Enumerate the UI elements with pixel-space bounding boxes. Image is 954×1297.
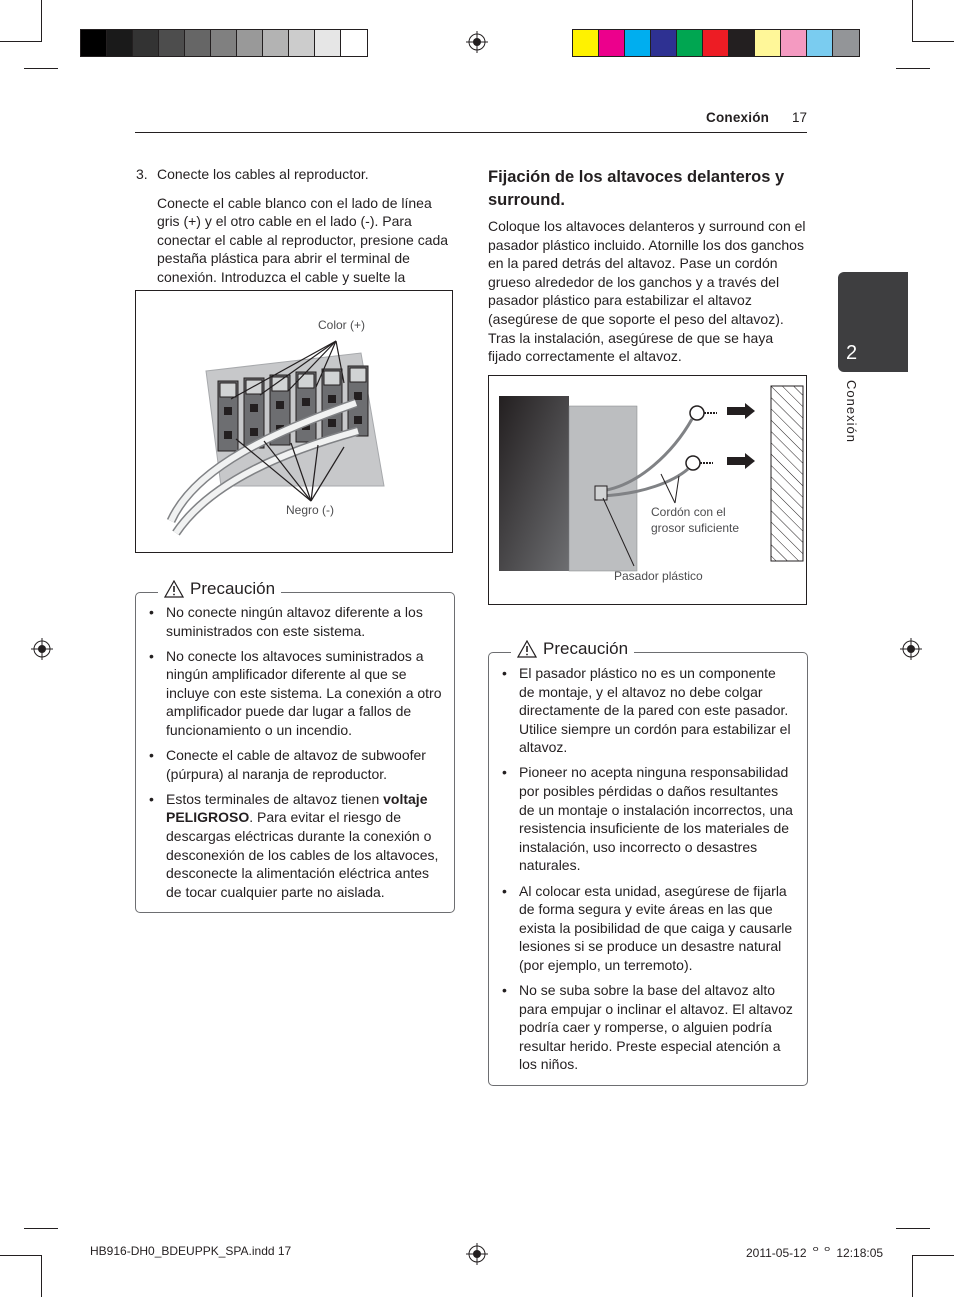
section-title: Fijación de los altavoces delanteros y surround. bbox=[488, 168, 785, 209]
color-swatch bbox=[263, 30, 289, 56]
crop-mark bbox=[912, 0, 913, 42]
terminal-figure bbox=[135, 290, 453, 553]
gray-swatch-bar bbox=[80, 29, 368, 57]
label-clip: Pasador plástico bbox=[614, 569, 703, 583]
caution-item: • Al colocar esta unidad, asegúrese de fijarla de forma segura y evite áreas en las que exista la posibilidad de que caiga y causarle lesiones si se produce un desastre natural (por ejemplo, un terremoto). bbox=[489, 882, 795, 975]
color-swatch bbox=[185, 30, 211, 56]
color-swatch bbox=[703, 30, 729, 56]
step-title: Conecte los cables al reproductor. bbox=[157, 166, 369, 182]
caution-item: • No conecte ningún altavoz diferente a los suministrados con este sistema. bbox=[136, 603, 442, 640]
page-number: 17 bbox=[792, 110, 808, 125]
footer-timestamp: 2011-05-12 ᄋᄋ 12:18:05 bbox=[746, 1246, 884, 1260]
crop-mark bbox=[0, 41, 42, 42]
color-swatch bbox=[625, 30, 651, 56]
color-swatch-bar bbox=[572, 29, 860, 57]
wall-mount-figure bbox=[488, 375, 807, 605]
color-swatch bbox=[729, 30, 755, 56]
color-swatch bbox=[133, 30, 159, 56]
color-swatch bbox=[755, 30, 781, 56]
caution-item: • No conecte los altavoces suministrados a ningún amplificador diferente al que se incluye con este sistema. La conexión a otro amplificador puede dar lugar a fallos de funcionamiento o un incendio. bbox=[136, 647, 442, 740]
color-swatch bbox=[807, 30, 833, 56]
caution-list-left bbox=[136, 603, 442, 901]
footer-file: HB916-DH0_BDEUPPK_SPA.indd 17 bbox=[90, 1244, 292, 1258]
color-swatch bbox=[573, 30, 599, 56]
caution-item: • No se suba sobre la base del altavoz alto para empujar o inclinar el altavoz. El altavoz podría caer y romperse, o alguien podría resultar herido. Preste especial atención a los niños. bbox=[489, 981, 795, 1074]
danger-voltage-text: voltaje PELIGROSO bbox=[166, 790, 428, 826]
caution-box-right bbox=[488, 639, 808, 1086]
color-swatch bbox=[833, 30, 859, 56]
crop-mark bbox=[41, 0, 42, 42]
color-swatch bbox=[81, 30, 107, 56]
color-swatch bbox=[781, 30, 807, 56]
chapter-tab-label: Conexión bbox=[844, 380, 859, 443]
registration-mark-icon bbox=[31, 638, 53, 660]
registration-mark-icon bbox=[900, 638, 922, 660]
label-cord: Cordón con el bbox=[651, 505, 726, 519]
color-swatch bbox=[211, 30, 237, 56]
label-black-minus: Negro (-) bbox=[286, 503, 335, 517]
color-swatch bbox=[677, 30, 703, 56]
step-body: Conecte el cable blanco con el lado de línea gris (+) y el otro cable en el lado (-). Para conectar el cable al reproductor, presione cada pestaña plástica para abrir el terminal de conexión. Introduzca el cable y suelte la bbox=[157, 194, 449, 285]
warning-icon bbox=[517, 640, 537, 658]
wall-mount-illustration bbox=[489, 376, 805, 603]
warning-icon bbox=[164, 580, 184, 598]
crop-mark bbox=[912, 1255, 913, 1297]
color-swatch bbox=[237, 30, 263, 56]
caution-list-right bbox=[489, 664, 795, 1074]
label-cord-2: grosor suficiente bbox=[651, 521, 740, 535]
color-swatch bbox=[315, 30, 341, 56]
crop-mark bbox=[24, 68, 58, 69]
chapter-tab-number: 2 bbox=[846, 342, 858, 364]
color-swatch bbox=[159, 30, 185, 56]
color-swatch bbox=[289, 30, 315, 56]
caution-item: • Estos terminales de altavoz tienen voltaje PELIGROSO. Para evitar el riesgo de descargas eléctricas durante la conexión o desconexión de los cables de los altavoces, desconecte la alimentación eléctrica antes de tocar cualquier parte no aislada. bbox=[136, 790, 442, 902]
crop-mark bbox=[24, 1228, 58, 1229]
crop-mark bbox=[896, 1228, 930, 1229]
step-number: 3. bbox=[136, 166, 148, 182]
section-body: Coloque los altavoces delanteros y surround con el pasador plástico incluido. Atornille los dos ganchos en la pared detrás del altavoz. Pase un cordón grueso alrededor de los ganchos y a través del pasador plástico para estabilizar el altavoz (asegúrese de que soporte el peso del altavoz). Tras la instalación, asegúrese de que se haya fijado correctamente el altavoz. bbox=[488, 218, 806, 365]
label-color-plus: Color (+) bbox=[318, 318, 366, 332]
terminal-illustration bbox=[136, 291, 451, 551]
crop-mark bbox=[912, 41, 954, 42]
color-swatch bbox=[599, 30, 625, 56]
caution-item: • Conecte el cable de altavoz de subwoofer (púrpura) al naranja de reproductor. bbox=[136, 746, 442, 783]
header-rule bbox=[135, 132, 807, 133]
caution-box-left bbox=[135, 579, 455, 913]
registration-mark-icon bbox=[466, 1243, 488, 1265]
crop-mark bbox=[0, 1255, 42, 1256]
caution-item: • Pioneer no acepta ninguna responsabilidad por posibles pérdidas o daños resultantes de un montaje o instalación incorrectos, una resistencia insuficiente de los materiales de instalación, uso incorrecto o desastres naturales. bbox=[489, 763, 795, 875]
caution-item: • El pasador plástico no es un componente de montaje, y el altavoz no debe colgar directamente de la pared con este pasador. Utilice siempre un cordón para estabilizar el altavoz. bbox=[489, 664, 795, 757]
color-swatch bbox=[651, 30, 677, 56]
color-swatch bbox=[341, 30, 367, 56]
color-swatch bbox=[107, 30, 133, 56]
caution-title: Precaución bbox=[158, 580, 281, 599]
crop-mark bbox=[896, 68, 930, 69]
crop-mark bbox=[41, 1255, 42, 1297]
registration-mark-icon bbox=[466, 31, 488, 53]
caution-title: Precaución bbox=[511, 640, 634, 659]
running-header-section: Conexión bbox=[706, 110, 770, 125]
crop-mark bbox=[912, 1255, 954, 1256]
